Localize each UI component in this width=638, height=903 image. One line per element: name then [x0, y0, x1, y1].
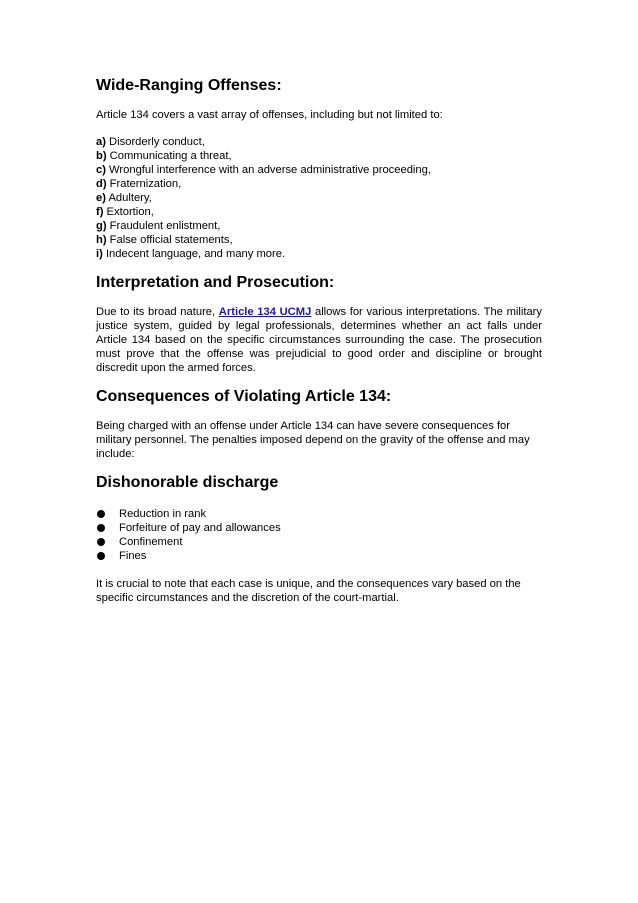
document-page — [96, 76, 542, 605]
item-letter: e) — [96, 192, 106, 204]
item-letter: a) — [96, 136, 106, 148]
offenses-intro: Article 134 covers a vast array of offenses, including but not limited to: — [96, 109, 443, 121]
list-item — [96, 521, 542, 535]
list-item — [96, 507, 542, 521]
bullet-icon — [97, 510, 105, 518]
item-text: False official statements, — [106, 234, 233, 246]
item-text: Extortion, — [103, 206, 154, 218]
list-item — [96, 549, 542, 563]
bullet-text: Reduction in rank — [119, 508, 207, 520]
penalties-list — [96, 507, 542, 563]
item-letter: c) — [96, 164, 106, 176]
list-item — [96, 219, 542, 233]
heading-consequences: Consequences of Violating Article 134: — [96, 388, 392, 405]
heading-offenses: Wide-Ranging Offenses: — [96, 77, 282, 94]
item-letter: i) — [96, 248, 103, 260]
bullet-text: Confinement — [119, 536, 183, 548]
consequences-paragraph: Being charged with an offense under Article 134 can have severe consequences for military personnel. The penalties imposed depend on the gravity of the offense and may include: — [96, 420, 530, 460]
list-item — [96, 535, 542, 549]
item-text: Adultery, — [105, 192, 152, 204]
list-item — [96, 149, 542, 163]
item-letter: d) — [96, 178, 107, 190]
item-text: Wrongful interference with an adverse administrative proceeding, — [105, 164, 431, 176]
item-text: Indecent language, and many more. — [102, 248, 286, 260]
heading-interpretation: Interpretation and Prosecution: — [96, 274, 335, 291]
item-letter: g) — [96, 220, 107, 232]
list-item — [96, 247, 542, 261]
item-text: Fraudulent enlistment, — [106, 220, 221, 232]
interpretation-text-after: allows for various interpretations. The military justice system, guided by legal professionals, determines whether an act falls under Article 134 based on the specific circumstances surrounding the case. The prosecution must prove that the offense was prejudicial to good order and discipline or brought discredit upon the armed forces. — [96, 306, 542, 374]
list-item — [96, 177, 542, 191]
bullet-text: Forfeiture of pay and allowances — [119, 522, 281, 534]
list-item — [96, 135, 542, 149]
bullet-icon — [97, 524, 105, 532]
article-134-ucmj-link[interactable]: Article 134 UCMJ — [218, 306, 312, 318]
item-letter: f) — [96, 206, 104, 218]
interpretation-paragraph — [96, 305, 542, 375]
item-text: Communicating a threat, — [106, 150, 232, 162]
list-item — [96, 191, 542, 205]
interpretation-text-before: Due to its broad nature, — [96, 306, 219, 318]
closing-paragraph: It is crucial to note that each case is unique, and the consequences vary based on the specific circumstances and the discretion of the court-martial. — [96, 578, 521, 604]
item-text: Disorderly conduct, — [105, 136, 205, 148]
bullet-icon — [97, 538, 105, 546]
item-letter: b) — [96, 150, 107, 162]
item-text: Fraternization, — [106, 178, 182, 190]
list-item — [96, 233, 542, 247]
offenses-list — [96, 135, 542, 261]
item-letter: h) — [96, 234, 107, 246]
heading-dishonorable-discharge: Dishonorable discharge — [96, 474, 279, 491]
bullet-text: Fines — [119, 550, 147, 562]
list-item — [96, 163, 542, 177]
list-item — [96, 205, 542, 219]
bullet-icon — [97, 552, 105, 560]
